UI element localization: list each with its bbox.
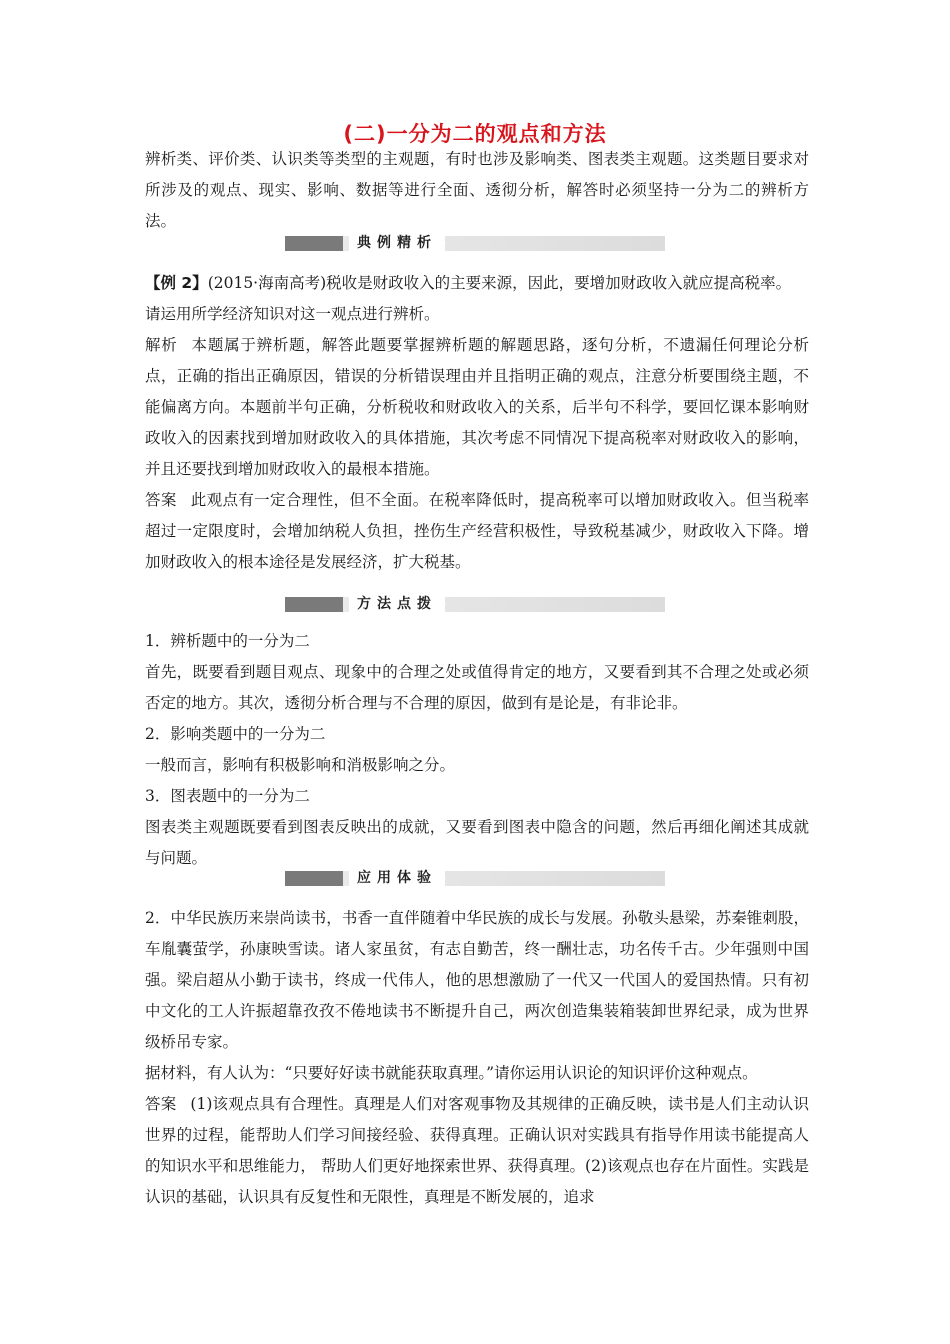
practice-block [145, 903, 809, 1213]
section-heading: 应用体验 [349, 866, 445, 890]
analysis-label: 解析 [145, 336, 178, 354]
practice-answer-text: (1)该观点具有合理性。真理是人们对客观事物及其规律的正确反映，读书是人们主动认识世界的过程，能帮助人们学习间接经验、获得真理。正确认识对实践具有指导作用读书能提高人的知识水平和思维能力， 帮助人们更好地探索世界、获得真理。(2)该观点也存在片面性。实践是认识的基础，认识具有反复性和无限性，真理是不断发展的，追求 [145, 1095, 809, 1206]
method-heading: 2．影响类题中的一分为二 [145, 725, 326, 743]
example-analysis [145, 330, 809, 485]
banner-chevron-icon [432, 866, 446, 890]
method-text: 一般而言，影响有积极影响和消极影响之分。 [145, 756, 456, 774]
banner-dark-block [285, 597, 343, 612]
method-text: 图表类主观题既要看到图表反映出的成就，又要看到图表中隐含的问题，然后再细化阐述其成就与问题。 [145, 818, 809, 867]
example-question-text: (2015·海南高考)税收是财政收入的主要来源，因此，要增加财政收入就应提高税率。 [207, 274, 792, 292]
example-block [145, 268, 809, 578]
analysis-text: 本题属于辨析题，解答此题要掌握辨析题的解题思路，逐句分析，不遗漏任何理论分析点，正确的指出正确原因，错误的分析错误理由并且指明正确的观点，注意分析要围绕主题，不能偏离方向。本题前半句正确，分析税收和财政收入的关系，后半句不科学，要回忆课本影响财政收入的因素找到增加财政收入的具体措施，其次考虑不同情况下提高税率对财政收入的影响，并且还要找到增加财政收入的最根本措施。 [145, 336, 809, 478]
example-answer [145, 485, 809, 578]
method-heading: 3．图表题中的一分为二 [145, 787, 310, 805]
page-title: (二)一分为二的观点和方法 [343, 122, 607, 146]
banner-dark-block [285, 236, 343, 251]
intro-block [145, 144, 809, 237]
practice-material: 2．中华民族历来崇尚读书，书香一直伴随着中华民族的成长与发展。孙敬头悬梁，苏秦锥刺股，车胤囊萤学，孙康映雪读。诸人家虽贫，有志自勤苦，终一酬壮志，功名传千古。少年强则中国强。梁启超从小勤于读书，终成一代伟人，他的思想激励了一代又一代国人的爱国热情。只有初中文化的工人许振超靠孜孜不倦地读书不断提升自己，两次创造集装箱装卸世界纪录，成为世界级桥吊专家。 [145, 909, 809, 1051]
section-banner-method [285, 597, 665, 612]
section-banner-practice [285, 871, 665, 886]
answer-text: 此观点有一定合理性，但不全面。在税率降低时，提高税率可以增加财政收入。但当税率超过一定限度时，会增加纳税人负担，挫伤生产经营积极性，导致税基减少，财政收入下降。增加财政收入的根本途径是发展经济，扩大税基。 [145, 491, 809, 571]
method-block [145, 626, 809, 874]
answer-label: 答案 [145, 1095, 177, 1113]
example-question [145, 268, 809, 299]
answer-label: 答案 [145, 491, 177, 509]
practice-answer [145, 1089, 809, 1213]
method-heading: 1．辨析题中的一分为二 [145, 632, 310, 650]
method-text: 首先，既要看到题目观点、现象中的合理之处或值得肯定的地方，又要看到其不合理之处或必须否定的地方。其次，透彻分析合理与不合理的原因，做到有是论是，有非论非。 [145, 663, 809, 712]
intro-paragraph: 辨析类、评价类、认识类等类型的主观题，有时也涉及影响类、图表类主观题。这类题目要求对所涉及的观点、现实、影响、数据等进行全面、透彻分析，解答时必须坚持一分为二的辨析方法。 [145, 150, 809, 230]
section-banner-examples [285, 236, 665, 251]
banner-chevron-icon [432, 592, 446, 616]
example-tag: 【例 2】 [145, 274, 208, 292]
section-heading: 典例精析 [349, 231, 445, 255]
section-heading: 方法点拨 [349, 592, 445, 616]
banner-dark-block [285, 871, 343, 886]
example-instruction: 请运用所学经济知识对这一观点进行辨析。 [145, 305, 440, 323]
practice-question: 据材料，有人认为：“只要好好读书就能获取真理。”请你运用认识论的知识评价这种观点。 [145, 1064, 758, 1082]
banner-chevron-icon [432, 231, 446, 255]
